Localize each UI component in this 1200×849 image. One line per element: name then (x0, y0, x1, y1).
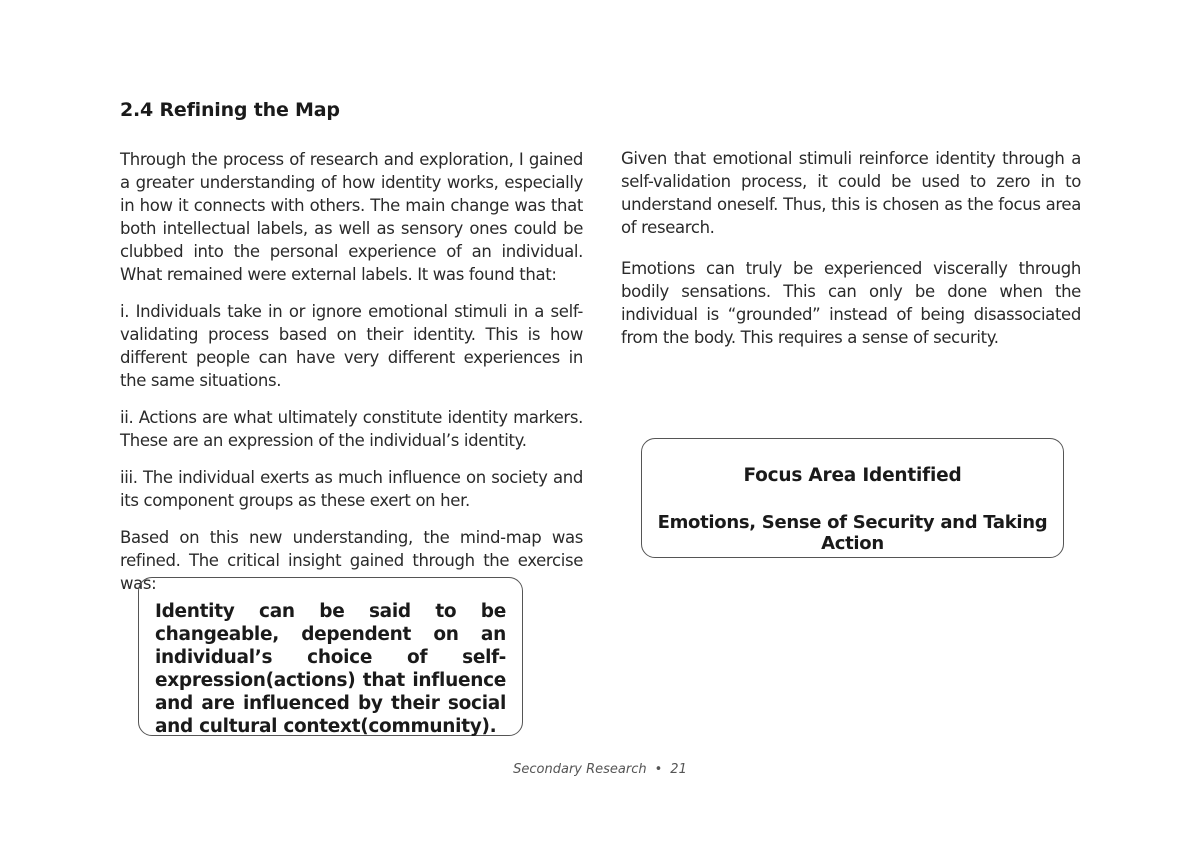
right-column (621, 147, 1081, 367)
intro-paragraph: Through the process of research and exploration, I gained a greater understanding of how identity works, especially in how it connects with others. The main change was that both intellectual labels, as well as sensory ones could be clubbed into the personal experience of an individual. What remained were external labels. It was found that: (120, 150, 583, 284)
footer-section-label: Secondary Research (513, 762, 647, 777)
focus-area-subtitle: Emotions, Sense of Security and Taking Action (657, 512, 1048, 554)
finding-1-paragraph: i. Individuals take in or ignore emotional stimuli in a self-validating process based on their identity. This is how different people can have very different experiences in the same situations. (120, 302, 583, 390)
footer-separator: • (654, 762, 663, 777)
emotions-paragraph: Emotions can truly be experienced viscerally through bodily sensations. This can only be done when the individual is “grounded” instead of being disassociated from the body. This requires a sense of security. (621, 259, 1081, 347)
page-number: 21 (670, 762, 687, 777)
focus-area-box (641, 438, 1064, 558)
left-column (120, 148, 583, 609)
section-heading: 2.4 Refining the Map (120, 99, 340, 121)
finding-3-paragraph: iii. The individual exerts as much influence on society and its component groups as these exert on her. (120, 468, 583, 510)
focus-area-title: Focus Area Identified (743, 465, 962, 486)
conclusion-paragraph: Based on this new understanding, the mind-map was refined. The critical insight gained through the exercise was: (120, 528, 583, 593)
insight-box (138, 577, 523, 736)
finding-2-paragraph: ii. Actions are what ultimately constitute identity markers. These are an expression of the individual’s identity. (120, 408, 583, 450)
page-footer (0, 762, 1200, 777)
focus-rationale-paragraph: Given that emotional stimuli reinforce identity through a self-validation process, it could be used to zero in to understand oneself. Thus, this is chosen as the focus area of research. (621, 149, 1081, 237)
insight-text: Identity can be said to be changeable, dependent on an individual’s choice of self-expression(actions) that influence and are influenced by their social and cultural context(community). (155, 601, 506, 737)
